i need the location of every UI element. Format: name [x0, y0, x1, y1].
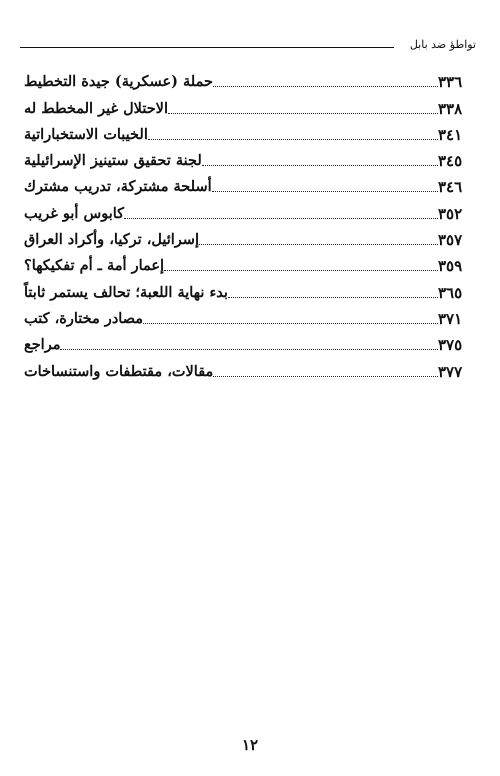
- page-number: ١٢: [241, 736, 259, 754]
- toc-entry-title: إسرائيل، تركيا، وأكراد العراق: [24, 231, 199, 249]
- dot-leader: [213, 86, 438, 87]
- dot-leader: [148, 139, 438, 140]
- toc-entry-page: ٣٦٥: [438, 283, 463, 302]
- toc-entry-page: ٣٥٩: [438, 257, 463, 276]
- toc-entry: [20, 197, 476, 223]
- toc-entry-title: بدء نهاية اللعبة؛ تحالف يستمر ثابتاً: [24, 283, 228, 301]
- toc-entry-page: ٣٤٥: [438, 152, 463, 171]
- toc-entry: [20, 66, 476, 92]
- dot-leader: [199, 244, 438, 245]
- header-rule: [20, 47, 394, 48]
- toc-entry: [20, 303, 476, 329]
- toc-entry-title: أسلحة مشتركة، تدريب مشترك: [24, 178, 212, 196]
- table-of-contents: [20, 66, 476, 382]
- toc-entry: [20, 171, 476, 197]
- toc-entry-page: ٣٧٥: [438, 336, 463, 355]
- dot-leader: [228, 297, 438, 298]
- toc-entry-title: الخيبات الاستخباراتية: [24, 125, 148, 143]
- dot-leader: [168, 113, 438, 114]
- toc-entry: [20, 119, 476, 145]
- dot-leader: [164, 270, 438, 271]
- toc-entry-title: كابوس أبو غريب: [24, 204, 125, 222]
- dot-leader: [213, 376, 438, 377]
- toc-entry-page: ٣٧١: [438, 309, 463, 328]
- toc-entry-page: ٣٣٨: [438, 99, 463, 118]
- toc-entry-page: ٣٤١: [438, 125, 463, 144]
- running-title: تواطؤ ضد بابل: [409, 38, 476, 51]
- toc-entry-page: ٣٧٧: [438, 362, 463, 381]
- dot-leader: [212, 191, 438, 192]
- toc-entry: [20, 250, 476, 276]
- toc-entry-title: حملة (عسكرية) جيدة التخطيط: [24, 73, 213, 91]
- dot-leader: [202, 165, 438, 166]
- running-header: [20, 38, 476, 54]
- toc-entry-title: إعمار أمة ـ أم تفكيكها؟: [24, 257, 165, 275]
- toc-entry-page: ٣٣٦: [438, 73, 463, 92]
- toc-entry-page: ٣٥٢: [438, 204, 463, 223]
- toc-entry: [20, 329, 476, 355]
- toc-entry-title: مراجع: [24, 336, 61, 354]
- toc-entry-title: لجنة تحقيق ستينيز الإسرائيلية: [24, 152, 202, 170]
- toc-entry-page: ٣٥٧: [438, 231, 463, 250]
- dot-leader: [124, 218, 438, 219]
- dot-leader: [60, 349, 438, 350]
- dot-leader: [143, 323, 438, 324]
- toc-entry: [20, 145, 476, 171]
- toc-entry: [20, 224, 476, 250]
- toc-entry: [20, 355, 476, 381]
- toc-entry-title: مصادر مختارة، كتب: [24, 309, 144, 327]
- toc-entry-title: الاحتلال غير المخطط له: [24, 99, 168, 117]
- toc-entry: [20, 92, 476, 118]
- toc-entry-title: مقالات، مقتطفات واستنساخات: [24, 362, 214, 380]
- toc-entry: [20, 276, 476, 302]
- toc-entry-page: ٣٤٦: [438, 178, 463, 197]
